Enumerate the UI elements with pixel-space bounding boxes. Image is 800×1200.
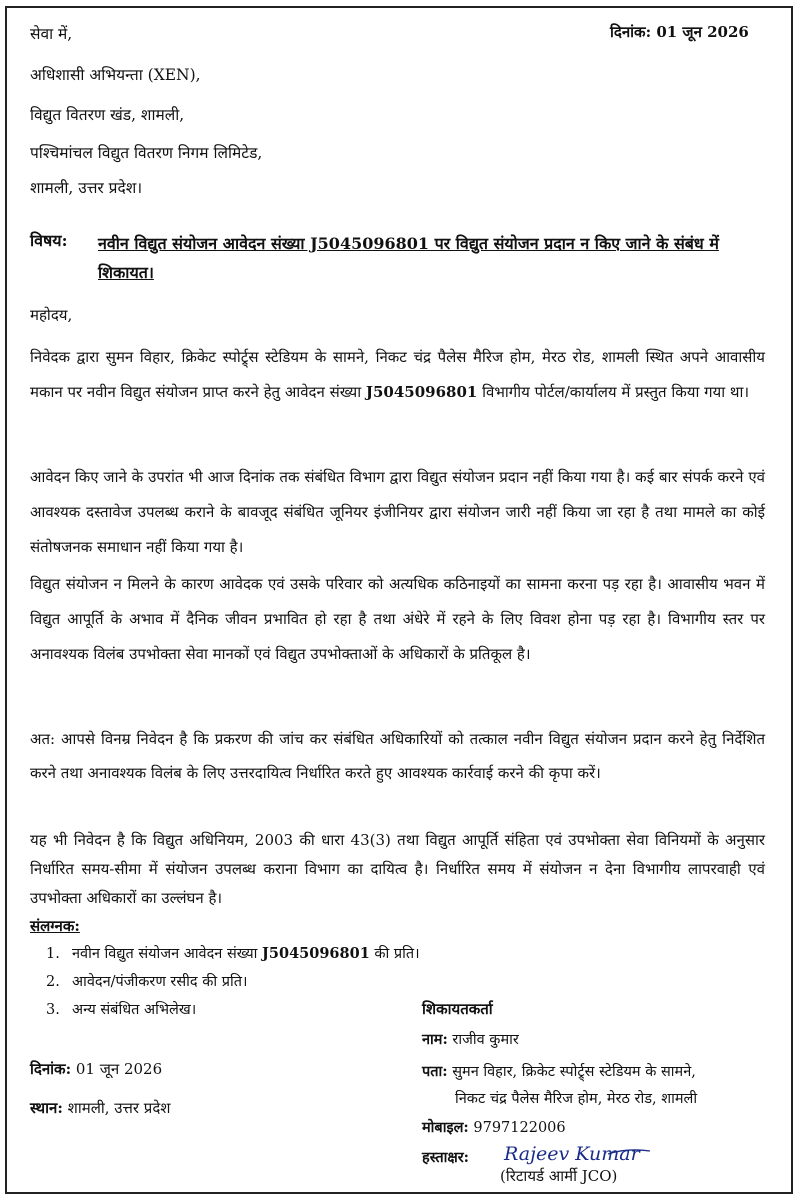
salutation: महोदय,	[30, 306, 73, 324]
footer-place-label: स्थान:	[30, 1099, 63, 1117]
footer-place-value: शामली, उत्तर प्रदेश	[62, 1099, 171, 1117]
address-label: पता:	[422, 1063, 448, 1080]
address-value-line-2: निकट चंद्र पैलेस मैरिज होम, मेरठ रोड, शामली	[455, 1091, 698, 1107]
subject-text-underlined: नवीन विद्युत संयोजन आवेदन संख्या J5045096801 पर विद्युत संयोजन प्रदान न किए जाने के संबंध में शिकायत।	[98, 234, 719, 282]
enclosures-heading: संलग्नक:	[30, 917, 80, 935]
paragraph-1-start: निवेदक द्वारा सुमन विहार, क्रिकेट स्पोर्ट्र्स स्टेडियम के सामने, निकट चंद्र पैलेस मैरिज होम, मेरठ रोड, शामली स्थित अपने आवासीय मकान पर नवीन विद्युत संयोजन प्राप्त करने हेतु आवेदन संख्या	[30, 348, 765, 401]
paragraph-1	[30, 340, 765, 410]
address-line-4: पश्चिमांचल विद्युत वितरण निगम लिमिटेड,	[30, 144, 263, 162]
enclosure-text: आवेदन/पंजीकरण रसीद की प्रति।	[72, 974, 248, 990]
enclosure-item	[46, 971, 248, 991]
enclosure-number: 3.	[46, 1002, 60, 1018]
enclosure-text: अन्य संबंधित अभिलेख।	[72, 1002, 197, 1018]
paragraph-1-end: विभागीय पोर्टल/कार्यालय में प्रस्तुत किया गया था।	[477, 383, 750, 401]
paragraph-2: आवेदन किए जाने के उपरांत भी आज दिनांक तक संबंधित विभाग द्वारा विद्युत संयोजन प्रदान नहीं किया गया है। कई बार संपर्क करने एवं आवश्यक दस्तावेज उपलब्ध कराने के बावजूद संबंधित जूनियर इंजीनियर द्वारा संयोजन जारी नहीं किया जा रहा है तथा मामले का कोई संतोषजनक समाधान नहीं किया गया है।	[30, 468, 765, 556]
signature-label: हस्ताक्षर:	[422, 1149, 470, 1166]
svg-text:Rajeev Kumar: Rajeev Kumar	[504, 1143, 640, 1165]
footer-date-label: दिनांक:	[30, 1060, 72, 1078]
paragraph-5: यह भी निवेदन है कि विद्युत अधिनियम, 2003 की धारा 43(3) तथा विद्युत आपूर्ति संहिता एवं उपभोक्ता सेवा विनियमों के अनुसार निर्धारित समय-सीमा में संयोजन उपलब्ध कराना विभाग का दायित्व है। निर्धारित समय में संयोजन न देना विभागीय लापरवाही एवं उपभोक्ता अधिकारों का उल्लंघन है।	[30, 831, 765, 907]
handwritten-signature	[500, 1140, 660, 1166]
address-line-2: अधिशासी अभियन्ता (XEN),	[30, 66, 201, 84]
enclosure-item	[46, 943, 420, 963]
enclosure-number: 1.	[46, 946, 60, 962]
address-line-5: शामली, उत्तर प्रदेश।	[30, 179, 143, 197]
footer-date-value: 01 जून 2026	[71, 1060, 163, 1078]
subject-label: विषय:	[30, 231, 68, 250]
signature-caption: (रिटायर्ड आर्मी JCO)	[500, 1167, 618, 1185]
complainant-address	[422, 1061, 696, 1081]
paragraph-4: अत: आपसे विनम्र निवेदन है कि प्रकरण की जांच कर संबंधित अधिकारियों को तत्काल नवीन विद्युत संयोजन प्रदान करने हेतु निर्देशित करने तथा अनावश्यक विलंब के लिए उत्तरदायित्व निर्धारित करते हुए आवश्यक कार्रवाई करने की कृपा करें।	[30, 730, 765, 782]
enclosure-item	[46, 999, 196, 1019]
complainant-mobile	[422, 1117, 566, 1137]
enclosure-number: 2.	[46, 974, 60, 990]
mobile-label: मोबाइल:	[422, 1119, 469, 1136]
footer-place	[30, 1098, 170, 1118]
footer-date	[30, 1059, 162, 1079]
name-label: नाम:	[422, 1031, 448, 1048]
paragraph-3: विद्युत संयोजन न मिलने के कारण आवेदक एवं उसके परिवार को अत्यधिक कठिनाइयों का सामना करना पड़ रहा है। आवासीय भवन में विद्युत आपूर्ति के अभाव में दैनिक जीवन प्रभावित हो रहा है तथा अंधेरे में रहने के लिए विवश होना पड़ रहा है। विभागीय स्तर पर अनावश्यक विलंब उपभोक्ता सेवा मानकों एवं विद्युत उपभोक्ताओं के अधिकारों के प्रतिकूल है।	[30, 575, 765, 663]
complainant-name	[422, 1029, 519, 1049]
enclosure-text-end: की प्रति।	[369, 946, 420, 962]
letter-date: दिनांक: 01 जून 2026	[610, 23, 749, 41]
complainant-title: शिकायतकर्ता	[422, 1000, 493, 1018]
name-value: राजीव कुमार	[447, 1032, 519, 1048]
mobile-value: 9797122006	[468, 1120, 566, 1136]
enclosure-bold: J5045096801	[262, 945, 370, 962]
application-number: J5045096801	[365, 383, 478, 401]
signature-row	[422, 1147, 469, 1167]
enclosure-text: नवीन विद्युत संयोजन आवेदन संख्या	[72, 946, 263, 962]
address-value-line-1: सुमन विहार, क्रिकेट स्पोर्ट्र्स स्टेडियम के सामने,	[447, 1064, 696, 1080]
subject-text	[98, 229, 763, 287]
address-line-1: सेवा में,	[30, 25, 73, 43]
address-line-3: विद्युत वितरण खंड, शामली,	[30, 106, 185, 124]
